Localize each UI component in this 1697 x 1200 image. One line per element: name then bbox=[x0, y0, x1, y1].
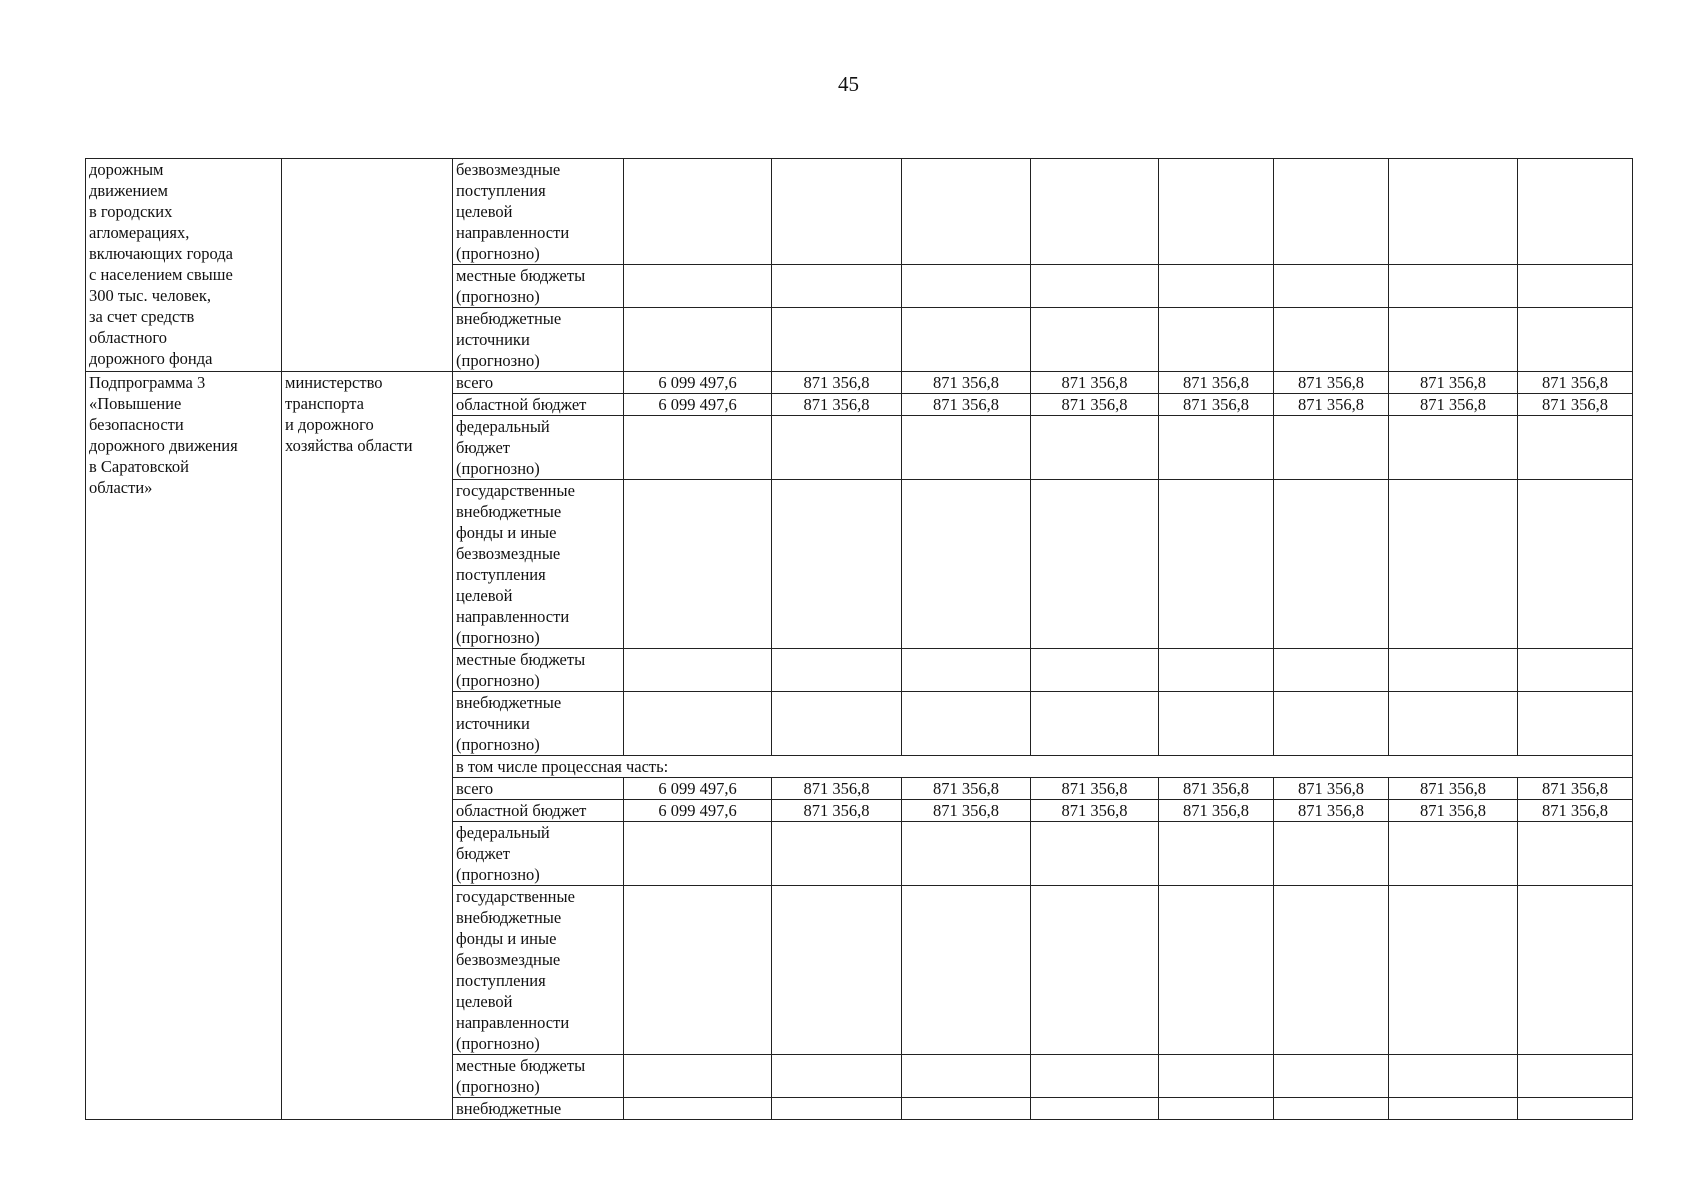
funding-table bbox=[85, 158, 1633, 1120]
value-cell bbox=[1389, 308, 1518, 372]
value-cell bbox=[624, 1098, 772, 1120]
value-cell bbox=[902, 1055, 1031, 1098]
value-cell: 871 356,8 bbox=[1274, 394, 1389, 416]
value-cell bbox=[1389, 822, 1518, 886]
value-cell: 871 356,8 bbox=[772, 778, 902, 800]
value-cell bbox=[624, 692, 772, 756]
value-cell bbox=[1031, 159, 1159, 265]
funding-source-cell: всего bbox=[453, 778, 624, 800]
value-cell: 871 356,8 bbox=[1389, 394, 1518, 416]
value-cell: 6 099 497,6 bbox=[624, 372, 772, 394]
value-cell: 871 356,8 bbox=[1031, 394, 1159, 416]
subprogram-name-cell: Подпрограмма 3 «Повышение безопасности дорожного движения в Саратовской области» bbox=[86, 372, 282, 1120]
value-cell bbox=[1031, 416, 1159, 480]
value-cell bbox=[1518, 692, 1633, 756]
value-cell bbox=[902, 692, 1031, 756]
page-number: 45 bbox=[838, 72, 859, 96]
funding-source-cell: государственные внебюджетные фонды и иные безвозмездные поступления целевой направленности (прогнозно) bbox=[453, 886, 624, 1055]
value-cell bbox=[1389, 1098, 1518, 1120]
value-cell: 871 356,8 bbox=[1159, 778, 1274, 800]
executor-cell bbox=[282, 159, 453, 372]
value-cell bbox=[1159, 416, 1274, 480]
value-cell bbox=[902, 822, 1031, 886]
value-cell bbox=[772, 416, 902, 480]
value-cell bbox=[1274, 480, 1389, 649]
value-cell bbox=[902, 308, 1031, 372]
value-cell bbox=[1518, 480, 1633, 649]
value-cell bbox=[1274, 692, 1389, 756]
value-cell: 871 356,8 bbox=[902, 800, 1031, 822]
value-cell: 871 356,8 bbox=[1518, 800, 1633, 822]
value-cell bbox=[1518, 1055, 1633, 1098]
value-cell bbox=[1159, 308, 1274, 372]
value-cell bbox=[1274, 308, 1389, 372]
value-cell: 871 356,8 bbox=[1274, 800, 1389, 822]
value-cell bbox=[772, 692, 902, 756]
funding-source-cell: федеральный бюджет (прогнозно) bbox=[453, 822, 624, 886]
value-cell bbox=[1274, 886, 1389, 1055]
value-cell: 871 356,8 bbox=[772, 800, 902, 822]
program-name-cell: дорожным движением в городских агломерациях, включающих города с населением свыше 300 тыс. человек, за счет средств областного дорожного фонда bbox=[86, 159, 282, 372]
value-cell bbox=[1389, 886, 1518, 1055]
value-cell bbox=[772, 159, 902, 265]
value-cell bbox=[1031, 480, 1159, 649]
funding-source-cell: безвозмездные поступления целевой направленности (прогнозно) bbox=[453, 159, 624, 265]
value-cell bbox=[1274, 822, 1389, 886]
value-cell bbox=[1389, 649, 1518, 692]
value-cell bbox=[624, 1055, 772, 1098]
value-cell bbox=[1159, 265, 1274, 308]
funding-source-cell: областной бюджет bbox=[453, 394, 624, 416]
value-cell bbox=[1159, 692, 1274, 756]
value-cell: 871 356,8 bbox=[1031, 778, 1159, 800]
value-cell: 871 356,8 bbox=[1159, 800, 1274, 822]
value-cell: 871 356,8 bbox=[772, 372, 902, 394]
value-cell bbox=[1159, 822, 1274, 886]
value-cell bbox=[1389, 159, 1518, 265]
value-cell bbox=[1031, 265, 1159, 308]
value-cell bbox=[1031, 822, 1159, 886]
value-cell bbox=[902, 1098, 1031, 1120]
funding-source-cell: государственные внебюджетные фонды и иные безвозмездные поступления целевой направленности (прогнозно) bbox=[453, 480, 624, 649]
value-cell: 871 356,8 bbox=[772, 394, 902, 416]
value-cell bbox=[1518, 649, 1633, 692]
value-cell bbox=[1159, 480, 1274, 649]
value-cell bbox=[1031, 308, 1159, 372]
value-cell bbox=[624, 416, 772, 480]
funding-source-cell: внебюджетные bbox=[453, 1098, 624, 1120]
value-cell: 871 356,8 bbox=[1518, 394, 1633, 416]
value-cell bbox=[772, 308, 902, 372]
value-cell: 871 356,8 bbox=[902, 394, 1031, 416]
executor-cell: министерство транспорта и дорожного хозяйства области bbox=[282, 372, 453, 1120]
value-cell bbox=[1274, 159, 1389, 265]
value-cell bbox=[1031, 1055, 1159, 1098]
funding-source-cell: местные бюджеты (прогнозно) bbox=[453, 1055, 624, 1098]
value-cell bbox=[772, 886, 902, 1055]
value-cell bbox=[624, 886, 772, 1055]
value-cell bbox=[1518, 822, 1633, 886]
value-cell bbox=[1159, 1055, 1274, 1098]
value-cell bbox=[1031, 692, 1159, 756]
value-cell bbox=[624, 480, 772, 649]
value-cell bbox=[1518, 308, 1633, 372]
value-cell bbox=[902, 416, 1031, 480]
value-cell: 871 356,8 bbox=[1031, 800, 1159, 822]
funding-source-cell: всего bbox=[453, 372, 624, 394]
value-cell bbox=[1518, 416, 1633, 480]
process-part-label: в том числе процессная часть: bbox=[453, 756, 1633, 778]
value-cell bbox=[1031, 649, 1159, 692]
value-cell bbox=[1389, 1055, 1518, 1098]
value-cell bbox=[772, 649, 902, 692]
value-cell: 871 356,8 bbox=[1274, 372, 1389, 394]
value-cell bbox=[772, 480, 902, 649]
value-cell bbox=[624, 822, 772, 886]
value-cell bbox=[902, 480, 1031, 649]
value-cell bbox=[1389, 416, 1518, 480]
value-cell bbox=[1389, 480, 1518, 649]
value-cell: 871 356,8 bbox=[1159, 372, 1274, 394]
value-cell bbox=[902, 265, 1031, 308]
value-cell: 871 356,8 bbox=[1518, 778, 1633, 800]
value-cell: 6 099 497,6 bbox=[624, 394, 772, 416]
funding-source-cell: внебюджетные источники (прогнозно) bbox=[453, 692, 624, 756]
value-cell: 6 099 497,6 bbox=[624, 778, 772, 800]
value-cell bbox=[624, 265, 772, 308]
value-cell bbox=[772, 1055, 902, 1098]
value-cell bbox=[1518, 265, 1633, 308]
value-cell bbox=[902, 159, 1031, 265]
table-row bbox=[86, 159, 1633, 265]
value-cell bbox=[1274, 416, 1389, 480]
value-cell: 871 356,8 bbox=[1389, 372, 1518, 394]
value-cell bbox=[772, 265, 902, 308]
table-row bbox=[86, 372, 1633, 394]
funding-source-cell: федеральный бюджет (прогнозно) bbox=[453, 416, 624, 480]
value-cell bbox=[772, 1098, 902, 1120]
value-cell bbox=[1274, 265, 1389, 308]
value-cell: 871 356,8 bbox=[1274, 778, 1389, 800]
value-cell bbox=[624, 649, 772, 692]
value-cell bbox=[772, 822, 902, 886]
value-cell: 871 356,8 bbox=[1031, 372, 1159, 394]
value-cell: 6 099 497,6 bbox=[624, 800, 772, 822]
value-cell bbox=[1518, 159, 1633, 265]
value-cell: 871 356,8 bbox=[1159, 394, 1274, 416]
value-cell: 871 356,8 bbox=[902, 778, 1031, 800]
value-cell: 871 356,8 bbox=[1518, 372, 1633, 394]
value-cell bbox=[624, 308, 772, 372]
value-cell: 871 356,8 bbox=[1389, 800, 1518, 822]
value-cell bbox=[1274, 649, 1389, 692]
value-cell bbox=[624, 159, 772, 265]
value-cell: 871 356,8 bbox=[1389, 778, 1518, 800]
funding-source-cell: внебюджетные источники (прогнозно) bbox=[453, 308, 624, 372]
value-cell bbox=[1518, 1098, 1633, 1120]
value-cell bbox=[1159, 649, 1274, 692]
value-cell bbox=[1274, 1055, 1389, 1098]
value-cell bbox=[1274, 1098, 1389, 1120]
value-cell bbox=[1159, 1098, 1274, 1120]
value-cell bbox=[1159, 886, 1274, 1055]
value-cell: 871 356,8 bbox=[902, 372, 1031, 394]
funding-source-cell: областной бюджет bbox=[453, 800, 624, 822]
value-cell bbox=[902, 886, 1031, 1055]
value-cell bbox=[1159, 159, 1274, 265]
value-cell bbox=[902, 649, 1031, 692]
value-cell bbox=[1031, 1098, 1159, 1120]
value-cell bbox=[1031, 886, 1159, 1055]
funding-source-cell: местные бюджеты (прогнозно) bbox=[453, 649, 624, 692]
value-cell bbox=[1389, 265, 1518, 308]
value-cell bbox=[1518, 886, 1633, 1055]
value-cell bbox=[1389, 692, 1518, 756]
funding-source-cell: местные бюджеты (прогнозно) bbox=[453, 265, 624, 308]
